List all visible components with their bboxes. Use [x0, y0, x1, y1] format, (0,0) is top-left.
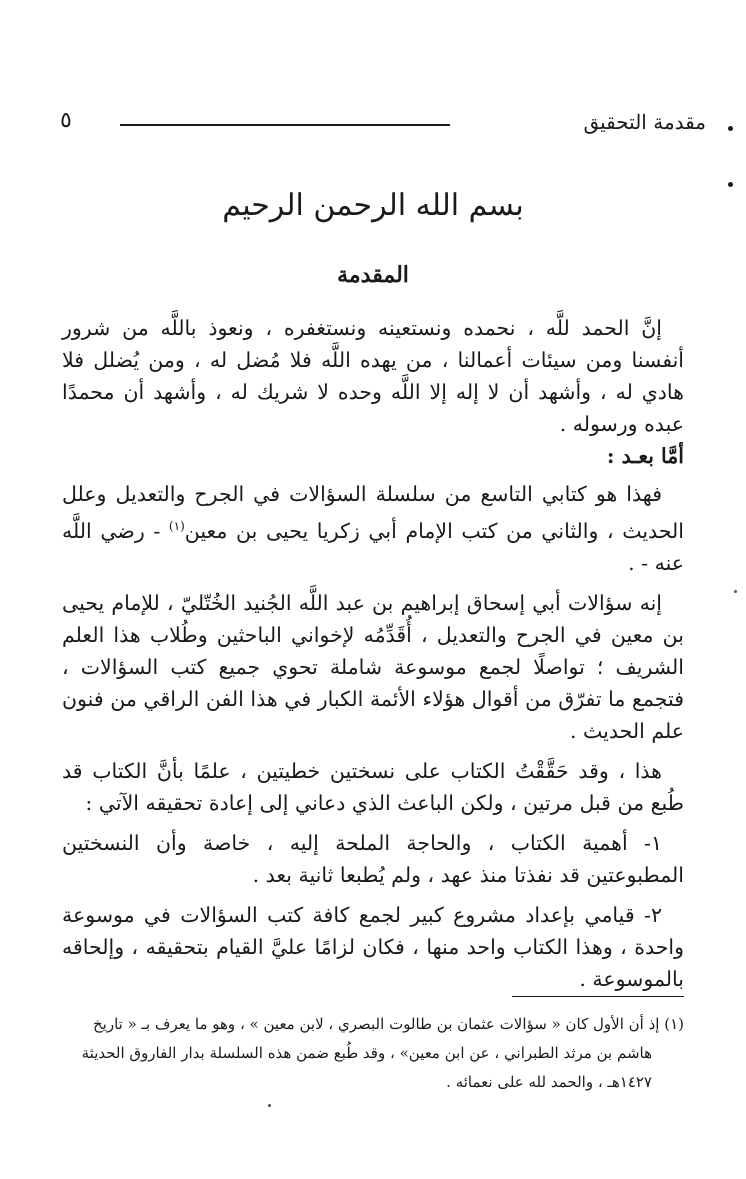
paragraph-book-intro-b: - رضي اللَّه عنه - . [62, 518, 684, 575]
paragraph-manuscripts: هذا ، وقد حَقَّقْتُ الكتاب على نسختين خطيتين ، علمًا بأنَّ الكتاب قد طُبع من قبل مرتين ، ولكن الباعث الذي دعاني إلى إعادة تحقيقه الآتي : [62, 758, 684, 815]
section-title: المقدمة [337, 262, 409, 288]
basmala: بسم الله الرحمن الرحيم [222, 188, 524, 223]
main-text [62, 312, 684, 995]
paragraph-reason-2: ٢- قيامي بإعداد مشروع كبير لجمع كافة كتب السؤالات في موسوعة واحدة ، وهذا الكتاب واحد منها ، فكان لزامًا عليَّ القيام بتحقيقه ، وإلحاقه بالموسوعة . [62, 902, 684, 991]
paragraph-about-book: إنه سؤالات أبي إسحاق إبراهيم بن عبد اللَّه الجُنيد الخُتّليّ ، للإمام يحيى بن معين في الجرح والتعديل ، أُقَدِّمُه لإخواني الباحثين وطُلاب هذا العلم الشريف ؛ تواصلًا لجمع موسوعة شاملة تحوي جميع كتب السؤالات ، فتجمع ما تفرّق من أقوال هؤلاء الأئمة الكبار في هذا الفن الراقي من فنون علم الحديث . [62, 590, 684, 743]
footnote-line: ١٤٢٧هـ ، والحمد لله على نعمائه . [446, 1073, 652, 1091]
footnote-marker: (١) [168, 519, 185, 533]
header-rule [120, 124, 450, 126]
margin-dot [728, 182, 733, 187]
running-header-title: مقدمة التحقيق [583, 110, 706, 134]
footnote [62, 1010, 684, 1097]
paragraph-amma-baad: أمَّا بعـد : [606, 444, 684, 468]
margin-dot [728, 126, 733, 131]
paragraph-book-intro-a: فهذا هو كتابي التاسع من سلسلة السؤالات في الجرح والتعديل وعلل الحديث ، والثاني من كتب الإمام أبي زكريا يحيى بن معين [62, 482, 684, 543]
footnote-line: (١) إذ أن الأول كان « سؤالات عثمان بن طالوت البصري ، لابن معين » ، وهو ما يعرف بـ « تاريخ [93, 1015, 684, 1033]
footnote-rule [512, 996, 684, 997]
stray-dot [268, 1104, 271, 1107]
paragraph-book-intro [62, 478, 684, 579]
paragraph-opening: إنَّ الحمد للَّه ، نحمده ونستعينه ونستغفره ، ونعوذ باللَّه من شرور أنفسنا ومن سيئات أعمالنا ، من يهده اللَّه فلا مُضل له ، ومن يُضلل فلا هادي له ، وأشهد أن لا إله إلا اللَّه وحده لا شريك له ، وأشهد أن محمدًا عبده ورسوله . [62, 316, 684, 436]
page-number: ٥ [60, 108, 72, 133]
footnote-line: هاشم بن مرثد الطبراني ، عن ابن معين» ، وقد طُبع ضمن هذه السلسلة بدار الفاروق الحديثة [81, 1044, 652, 1062]
stray-dot [734, 590, 737, 593]
paragraph-reason-1: ١- أهمية الكتاب ، والحاجة الملحة إليه ، خاصة وأن النسختين المطبوعتين قد نفذتا منذ عهد ، ولم يُطبعا ثانية بعد . [62, 830, 684, 887]
